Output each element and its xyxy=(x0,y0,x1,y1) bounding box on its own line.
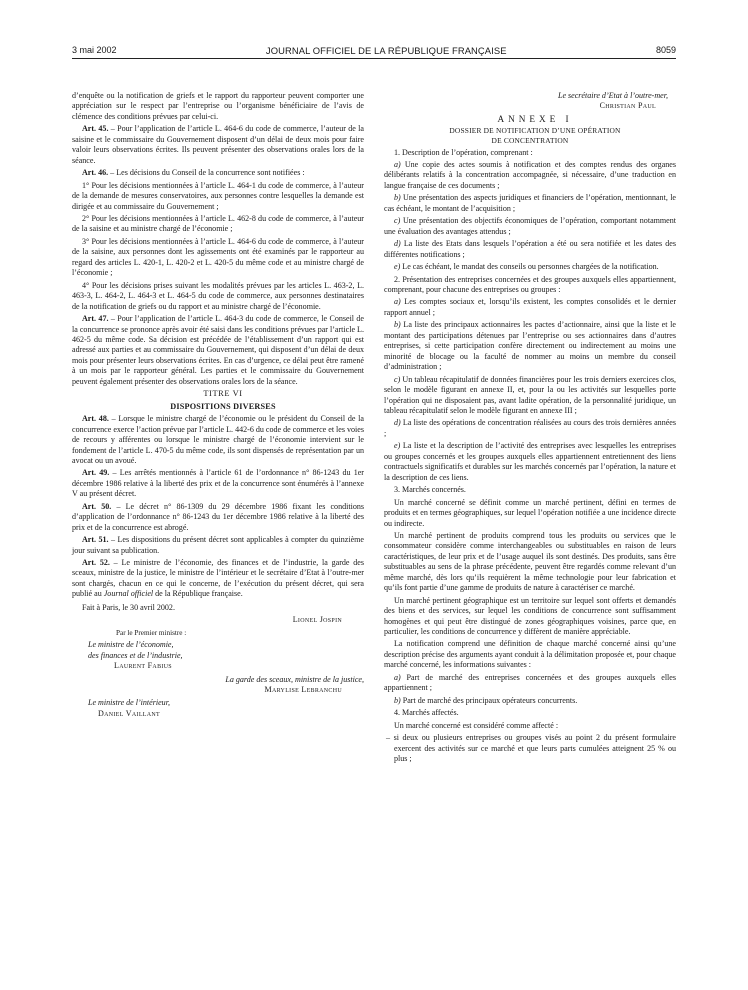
article-text: – Pour l’application de l’article L. 464-6 du code de commerce, l’auteur de la saisine et le commissaire du Gouvernement disposent d’un délai de deux mois pour faire valoir leurs observations écrites. Ils peuvent présenter des observations orales lors de la séance. xyxy=(72,124,364,165)
article-text: – Les dispositions du présent décret sont applicables à compter du quinzième jour suivant sa publication. xyxy=(72,535,364,555)
secretaire-etat: Le secrétaire d’Etat à l’outre-mer, xyxy=(557,91,668,100)
ministre-interieur: Le ministre de l’intérieur, xyxy=(88,698,170,708)
item-text: Une copie des actes soumis à notification et des comptes rendus des organes délibérants relatifs à la concentration accompagnée, si nécessaire, d’une traduction en langue française de ces documents ; xyxy=(384,160,676,190)
header-rule xyxy=(72,58,676,59)
section-3-b xyxy=(384,696,676,706)
article-46-item-1: 1° Pour les décisions mentionnées à l’article L. 464-1 du code de commerce, à l’auteur de la demande de mesures conservatoires, aux personnes contre lesquelles la demande est dirigée et au commissaire du Gouvernement ; xyxy=(72,180,364,211)
article-text: – Le ministre de l’économie, des finances et de l’industrie, la garde des sceaux, ministre de la justice, le ministre de l’intérieur et le secrétaire d’Etat à l’outre-mer sont chargés, chacun en ce qui le concerne, de l’exécution du présent décret, qui sera publié au xyxy=(72,558,364,599)
article-label: Art. 47. xyxy=(82,314,109,324)
article-52 xyxy=(72,558,364,600)
section-2: 2. Présentation des entreprises concernées et des groupes auxquels elles appartiennent, comprenant, pour chacune des entreprises ou groupes : xyxy=(384,274,676,294)
article-50 xyxy=(72,502,364,533)
item-text: Une présentation des objectifs économiques de l’opération, comportant notamment une évaluation des avantages attendus ; xyxy=(384,216,676,236)
article-text: – Pour l’application de l’article L. 464-3 du code de commerce, le Conseil de la concurrence se prononce après avoir été saisi dans les conditions prévues par l’article L. 462-5 du même code. Sa décision est précédée de l’établissement d’un rapport qui est adressé aux parties et au commissaire du Gouvernement, qui disposent d’un délai de deux mois pour présenter leurs observations écrites. En cas d’urgence, ce délai peut être ramené à un mois par le rapporteur général. Les parties et le commissaire du Gouvernement peuvent également présenter des observations orales lors de la séance. xyxy=(72,314,364,386)
section-2-d xyxy=(384,418,676,439)
item-label: e) xyxy=(394,262,401,272)
item-label: a) xyxy=(394,160,401,169)
article-46-item-2: 2° Pour les décisions mentionnées à l’article L. 462-8 du code de commerce, à l’auteur de la saisine et au ministre chargé de l’économie ; xyxy=(72,213,364,234)
article-46 xyxy=(72,168,364,178)
article-text: – Le décret n° 86-1309 du 29 décembre 1986 fixant les conditions d’application de l’ordonnance n° 86-1243 du 1er décembre 1986 relative à la liberté des prix et de la concurrence est abrogé. xyxy=(72,501,365,532)
article-51 xyxy=(72,535,364,556)
section-2-b xyxy=(384,320,676,372)
article-46-item-4: 4° Pour les décisions prises suivant les modalités prévues par les articles L. 463-2, L. 463-3, L. 464-2, L. 464-3 et L. 464-5 du code de commerce, aux personnes destinataires de la notification de griefs ou du rapport et au ministre chargé de l’économie. xyxy=(72,280,364,311)
section-4-paragraph-1: Un marché concerné est considéré comme affecté : xyxy=(394,720,559,730)
article-text: – Lorsque le ministre chargé de l’économie ou le président du Conseil de la concurrence exerce l’action prévue par l’article L. 442-6 du code de commerce et les voies de recours y afférentes ou lorsque le ministre chargé de l’économie intervient sur le fondement de l’article L. 470-5 du même code, ils sont dispensés de représentation par un avocat ou un avoué. xyxy=(72,414,364,465)
signature-fabius: Laurent Fabius xyxy=(114,661,172,671)
article-49 xyxy=(72,468,364,499)
section-3: 3. Marchés concernés. xyxy=(394,485,466,495)
item-label: a) xyxy=(394,672,401,682)
item-text: La liste des principaux actionnaires les pactes d’actionnaire, ainsi que la liste et le montant des participations détenues par l’entreprise ou ses actionnaires dans d’autres entreprises, si cette participation confère directement ou indirectement au moins une minorité de blocage ou la faculté de nommer au moins un membre du conseil d’administration ; xyxy=(384,320,676,372)
annexe-subtitle-line-1: DOSSIER DE NOTIFICATION D’UNE OPÉRATION xyxy=(449,126,621,136)
signature-lebranchu: Marylise Lebranchu xyxy=(264,685,342,695)
paragraph: d’enquête ou la notification de griefs et le rapport du rapporteur peuvent comporter une appréciation sur le respect par l’entreprise ou l’organisme bénéficiaire de l’avis de clémence des conditions prévues par celui-ci. xyxy=(72,91,364,121)
article-45 xyxy=(72,124,364,166)
item-text: La liste des opérations de concentration réalisées au cours des trois dernières années ; xyxy=(384,418,676,438)
article-text: – Les arrêtés mentionnés à l’article 61 de l’ordonnance n° 86-1243 du 1er décembre 1986 relative à la liberté des prix et de la concurrence sont énumérés à l’annexe V au présent décret. xyxy=(72,468,364,499)
item-label: c) xyxy=(394,216,401,226)
article-label: Art. 48. xyxy=(82,414,109,424)
header-date: 3 mai 2002 xyxy=(72,45,117,55)
item-text: Une présentation des aspects juridiques et financiers de l’opération, mentionnant, le cas échéant, le montant de l’acquisition ; xyxy=(384,193,676,213)
section-3-paragraph-1: Un marché concerné se définit comme un marché pertinent, défini en termes de produits et en termes géographiques, sur lequel l’opération notifiée a une incidence directe ou indirecte. xyxy=(384,497,676,528)
item-text: Un tableau récapitulatif de données financières pour les trois derniers exercices clos, selon le modèle figurant en annexe II, et, pour la ou les activités sur lesquelles porte l’opération qui ne disposaient pas, avant ladite opération, de la personnalité juridique, un tableau récapitulatif selon le modèle figurant en annexe III ; xyxy=(384,374,676,415)
section-2-a xyxy=(384,297,676,318)
section-1-b xyxy=(384,193,676,214)
section-3-paragraph-3: Un marché pertinent géographique est un territoire sur lequel sont offerts et demandés des biens et des services, sur lequel les conditions de concurrence sont suffisamment homogènes et qui peut être distingué de zones géographiques voisines, parce que, en particulier, les conditions de concurrence y diffèrent de manière appréciable. xyxy=(384,595,676,637)
section-3-paragraph-2: Un marché pertinent de produits comprend tous les produits ou services que le consommateur considère comme interchangeables ou substituables en raison de leurs caractéristiques, de leur prix et de l’usage auquel ils sont destinés. Des produits, sans être substituables au sens de la phrase précédente, peuvent être regardés comme relevant d’un même marché, dès lors qu’ils requièrent la même technologie pour leur fabrication et qu’ils font partie d’une gamme de produits de nature à caractériser ce marché. xyxy=(384,530,676,593)
article-text: – Les décisions du Conseil de la concurrence sont notifiées : xyxy=(108,168,305,178)
section-4-bullet-1: – si deux ou plusieurs entreprises ou groupes visés au point 2 du présent formulaire exercent des activités sur ce marché et que leurs parts cumulées atteignent 25 % ou plus ; xyxy=(386,733,676,764)
section-3-a xyxy=(384,673,676,694)
article-label: Art. 45. xyxy=(82,124,109,134)
article-label: Art. 46. xyxy=(82,168,109,178)
section-1-e xyxy=(384,262,676,272)
article-label: Art. 52. xyxy=(82,558,110,568)
annexe-subtitle-line-2: DE CONCENTRATION xyxy=(491,135,569,145)
fait-a-paris: Fait à Paris, le 30 avril 2002. xyxy=(82,602,175,612)
annexe-subtitle xyxy=(384,126,676,145)
right-column xyxy=(384,91,676,766)
item-label: a) xyxy=(394,297,401,307)
ministre-economie-line-2: des finances et de l’industrie, xyxy=(88,650,183,660)
header-page-number: 8059 xyxy=(655,45,676,55)
signature-paul: Christian Paul xyxy=(599,101,656,111)
journal-officiel-italic: Journal officiel xyxy=(103,589,154,599)
annexe-heading: ANNEXE I xyxy=(497,113,573,124)
section-1-d xyxy=(384,239,676,260)
item-text: Part de marché des entreprises concernées et des groupes auxquels elles appartiennent ; xyxy=(384,672,676,693)
item-label: b) xyxy=(394,193,401,203)
article-label: Art. 49. xyxy=(82,468,110,478)
section-2-e xyxy=(384,441,676,483)
titre-subheading: DISPOSITIONS DIVERSES xyxy=(170,401,276,411)
item-text: Part de marché des principaux opérateurs concurrents. xyxy=(400,695,578,705)
article-48 xyxy=(72,414,364,466)
item-label: c) xyxy=(394,374,401,384)
ministre-economie-line-1: Le ministre de l’économie, xyxy=(88,640,174,650)
header-title: JOURNAL OFFICIEL DE LA RÉPUBLIQUE FRANÇAISE xyxy=(265,44,507,56)
item-text: Le cas échéant, le mandat des conseils ou personnes chargées de la notification. xyxy=(400,262,659,272)
item-label: e) xyxy=(394,441,401,451)
titre-heading: TITRE VI xyxy=(203,389,243,399)
section-4: 4. Marchés affectés. xyxy=(394,708,459,718)
item-text: Les comptes sociaux et, lorsqu’ils existent, les comptes consolidés et le dernier rapport annuel ; xyxy=(384,297,676,317)
item-label: b) xyxy=(394,320,401,330)
item-label: b) xyxy=(394,695,401,705)
section-1-c xyxy=(384,216,676,237)
article-text: de la République française. xyxy=(153,589,243,599)
item-text: La liste et la description de l’activité des entreprises avec lesquelles les entreprises ou groupes concernés et les groupes auxquels elles appartiennent entretiennent des liens contractuels significatifs et durables sur les marchés concernés par l’opération, la nature et la description de ces liens. xyxy=(384,441,676,482)
article-47 xyxy=(72,314,364,387)
section-2-c xyxy=(384,375,676,417)
garde-des-sceaux: La garde des sceaux, ministre de la justice, xyxy=(225,674,364,684)
article-label: Art. 50. xyxy=(82,501,112,511)
section-3-paragraph-4: La notification comprend une définition de chaque marché concerné ainsi qu’une description précise des arguments ayant conduit à la délimitation proposée et, pour chaque marché concerné, les informations suivantes : xyxy=(384,639,676,670)
article-label: Art. 51. xyxy=(82,535,109,545)
page-header xyxy=(72,44,676,56)
item-label: d) xyxy=(394,239,401,249)
signature-vaillant: Daniel Vaillant xyxy=(98,708,160,718)
item-text: La liste des Etats dans lesquels l’opération a été ou sera notifiée et les dates des différentes notifications ; xyxy=(384,239,676,259)
section-1-a xyxy=(384,160,676,191)
item-label: d) xyxy=(394,418,401,428)
section-1: 1. Description de l’opération, comprenant : xyxy=(394,147,533,157)
article-46-item-3: 3° Pour les décisions mentionnées à l’article L. 464-6 du code de commerce, à l’auteur de la saisine, aux personnes dont les agissements ont été examinés par le rapporteur au regard des articles L. 420-1, L. 420-2 et L. 420-5 du même code et au ministre chargé de l’économie ; xyxy=(72,236,364,278)
left-column xyxy=(72,91,364,719)
signature-jospin: Lionel Jospin xyxy=(292,615,342,625)
par-le-premier-ministre: Par le Premier ministre : xyxy=(116,628,187,637)
